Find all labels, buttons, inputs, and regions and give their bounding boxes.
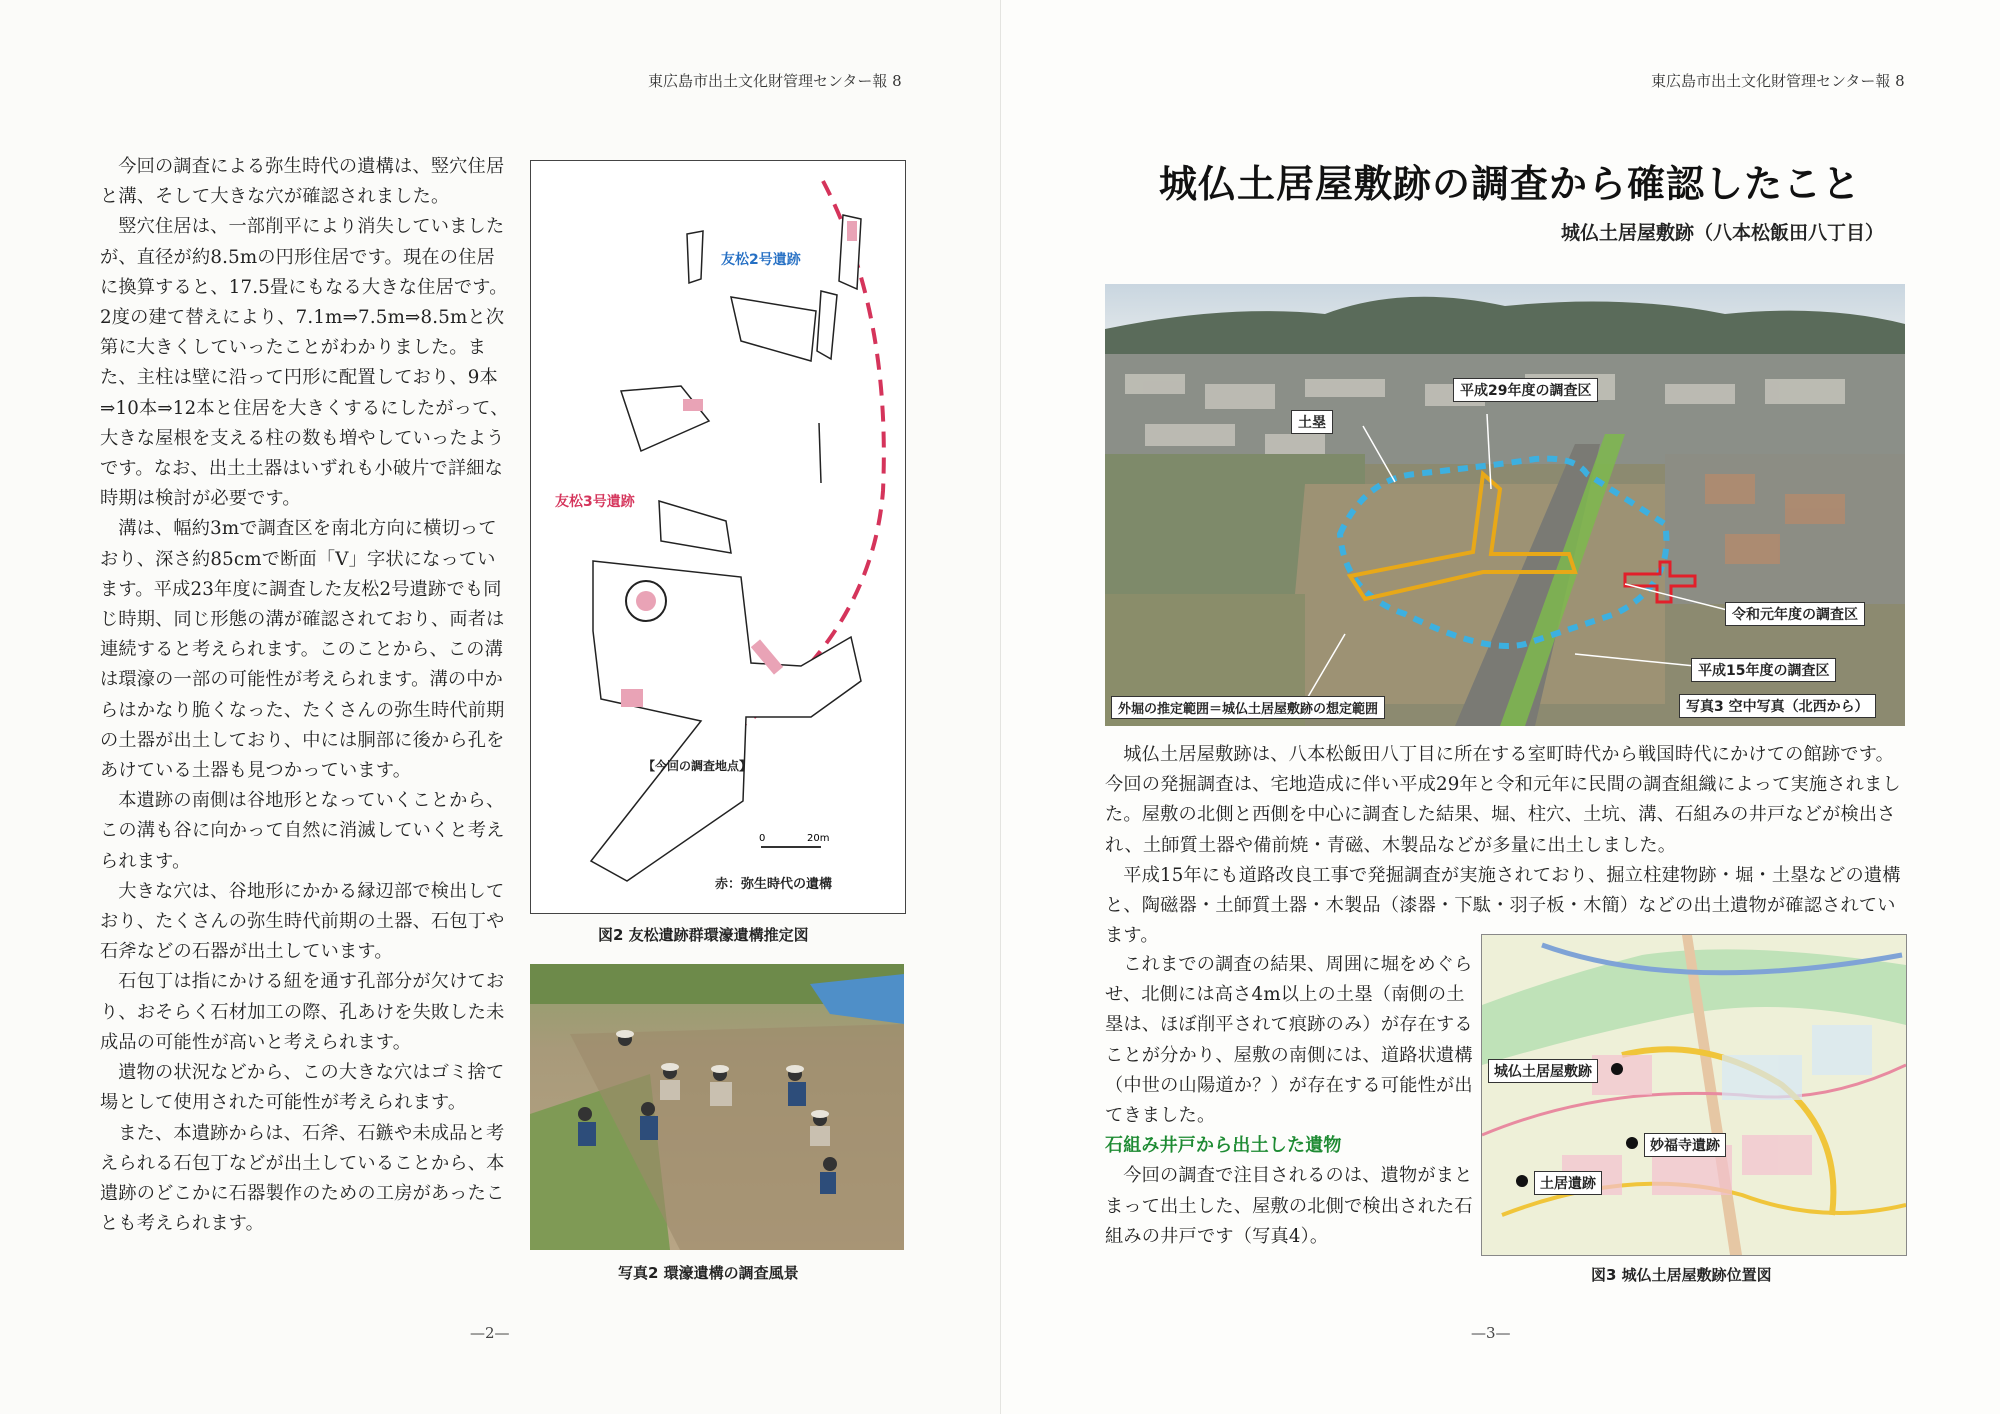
article-subtitle: 城仏土居屋敷跡（八本松飯田八丁目）	[1561, 222, 1885, 244]
running-header-left: 東広島市出土文化財管理センター報 8	[648, 72, 902, 90]
right-body-text-top	[1105, 740, 1905, 951]
legend-text: 赤：弥生時代の遺構	[715, 877, 833, 892]
figure-3-caption: 図3 城仏土居屋敷跡位置図	[1591, 1266, 1772, 1284]
right-page	[1000, 0, 2000, 1414]
paragraph: 平成15年にも道路改良工事で発掘調査が実施されており、掘立柱建物跡・堀・土塁などの遺構と、陶磁器・土師質土器・木製品（漆器・下駄・羽子板・木簡）などの出土遺物が確認されています。	[1105, 864, 1901, 947]
photo-2-excavation	[530, 964, 904, 1250]
site-marker	[1626, 1137, 1638, 1149]
paragraph: 石包丁は指にかける紐を通す孔部分が欠けており、おそらく石材加工の際、孔あけを失敗した未成品の可能性が高いと考えられます。	[100, 971, 505, 1053]
site-marker	[1516, 1175, 1528, 1187]
label-h29-survey: 平成29年度の調査区	[1453, 378, 1598, 402]
paragraph: 城仏土居屋敷跡は、八本松飯田八丁目に所在する室町時代から戦国時代にかけての館跡です。今回の発掘調査は、宅地造成に伴い平成29年と令和元年に民間の調査組織によって実施されました。屋敷の北側と西側を中心に調査した結果、堀、柱穴、土坑、溝、石組みの井戸などが検出され、土師質土器や備前焼・青磁、木製品などが多量に出土しました。	[1105, 744, 1901, 856]
paragraph: 遺物の状況などから、この大きな穴はゴミ捨て場として使用された可能性が考えられます。	[100, 1062, 505, 1114]
feature-outline	[731, 297, 816, 361]
label-r1-survey: 令和元年度の調査区	[1725, 602, 1865, 626]
photo-2-caption: 写真2 環濠遺構の調査風景	[618, 1264, 799, 1282]
yayoi-feature	[847, 221, 857, 241]
photo-3-caption: 写真3 空中写真（北西から）	[1679, 694, 1876, 718]
photo-3-aerial	[1105, 284, 1905, 726]
label-current-survey: 【今回の調査地点】	[643, 759, 752, 773]
paragraph: 溝は、幅約3mで調査区を南北方向に横切っており、深さ約85cmで断面「V」字状になっています。平成23年度に調査した友松2号遺跡でも同じ時期、同じ形態の溝が確認されており、両者は連続すると考えられます。このことから、この溝は環濠の一部の可能性が考えられます。溝の中からはかなり脆くなった、たくさんの弥生時代前期の土器が出土しており、中には胴部に後から孔をあけている土器も見つかっています。	[100, 518, 505, 782]
section-heading: 石組み井戸から出土した遺物	[1105, 1135, 1342, 1157]
yayoi-feature	[621, 689, 643, 707]
north-arrow	[819, 423, 821, 483]
excavation-photo	[530, 964, 904, 1250]
label-tomomatsu-2: 友松2号遺跡	[721, 249, 801, 269]
paragraph: これまでの調査の結果、周囲に堀をめぐらせ、北側には高さ4m以上の土塁（南側の土塁は、ほぼ削平されて痕跡のみ）が存在することが分かり、屋敷の南側には、道路状遺構（中世の山陽道か？）が存在する可能性が出てきました。	[1105, 954, 1473, 1127]
figure-3-location-map	[1481, 934, 1907, 1256]
label-myofukuji-site: 妙福寺遺跡	[1644, 1133, 1726, 1157]
scale-label-0: 0	[759, 833, 766, 844]
site-marker	[1611, 1063, 1623, 1075]
feature-outline	[621, 386, 709, 451]
label-doi-site: 土居遺跡	[1534, 1171, 1602, 1195]
label-h15-survey: 平成15年度の調査区	[1691, 658, 1836, 682]
yayoi-feature	[636, 591, 656, 611]
yayoi-feature	[683, 399, 703, 411]
legend-yayoi	[715, 873, 832, 892]
running-header-right: 東広島市出土文化財管理センター報 8	[1651, 72, 1905, 90]
figure-2-site-plan	[530, 160, 906, 914]
left-body-text	[100, 152, 512, 1239]
page-number-left: —2—	[470, 1324, 510, 1342]
figure-2-caption: 図2 友松遺跡群環濠遺構推定図	[598, 926, 809, 944]
site-plan-drawing	[531, 161, 905, 913]
feature-outline	[659, 501, 731, 553]
location-map-drawing	[1482, 935, 1906, 1255]
paragraph: 本遺跡の南側は谷地形となっていくことから、この溝も谷に向かって自然に消滅していくと考えられます。	[100, 790, 505, 872]
label-dorui: 土塁	[1291, 410, 1333, 434]
right-body-text-column	[1105, 950, 1479, 1252]
label-jobutsu-site: 城仏土居屋敷跡	[1488, 1059, 1598, 1083]
scale-label-20: 20m	[807, 833, 830, 844]
paragraph: 今回の調査で注目されるのは、遺物がまとまって出土した、屋敷の北側で検出された石組みの井戸です（写真4）。	[1105, 1165, 1473, 1247]
paragraph: 竪穴住居は、一部削平により消失していましたが、直径が約8.5mの円形住居です。現在の住居に換算すると、17.5畳にもなる大きな住居です。2度の建て替えにより、7.1m⇒7.5m⇒8.5mと次第に大きくしていったことがわかりました。また、主柱は壁に沿って円形に配置しており、9本⇒10本⇒12本と住居を大きくするにしたがって、大きな屋根を支える柱の数も増やしていったようです。なお、出土土器はいずれも小破片で詳細な時期は検討が必要です。	[100, 216, 509, 510]
feature-outline	[817, 291, 837, 359]
paragraph: また、本遺跡からは、石斧、石鏃や未成品と考えられる石包丁などが出土していることから、本遺跡のどこかに石器製作のための工房があったことも考えられます。	[100, 1122, 505, 1235]
feature-outline	[687, 231, 703, 283]
article-title: 城仏土居屋敷跡の調査から確認したこと	[1159, 162, 1862, 206]
paragraph: 今回の調査による弥生時代の遺構は、竪穴住居と溝、そして大きな穴が確認されました。	[100, 156, 505, 208]
label-moat-range: 外堀の推定範囲＝城仏土居屋敷跡の想定範囲	[1111, 696, 1385, 719]
page-number-right: —3—	[1471, 1324, 1511, 1342]
label-tomomatsu-3: 友松3号遺跡	[555, 491, 635, 511]
paragraph: 大きな穴は、谷地形にかかる縁辺部で検出しており、たくさんの弥生時代前期の土器、石包丁や石斧などの石器が出土しています。	[100, 880, 505, 963]
